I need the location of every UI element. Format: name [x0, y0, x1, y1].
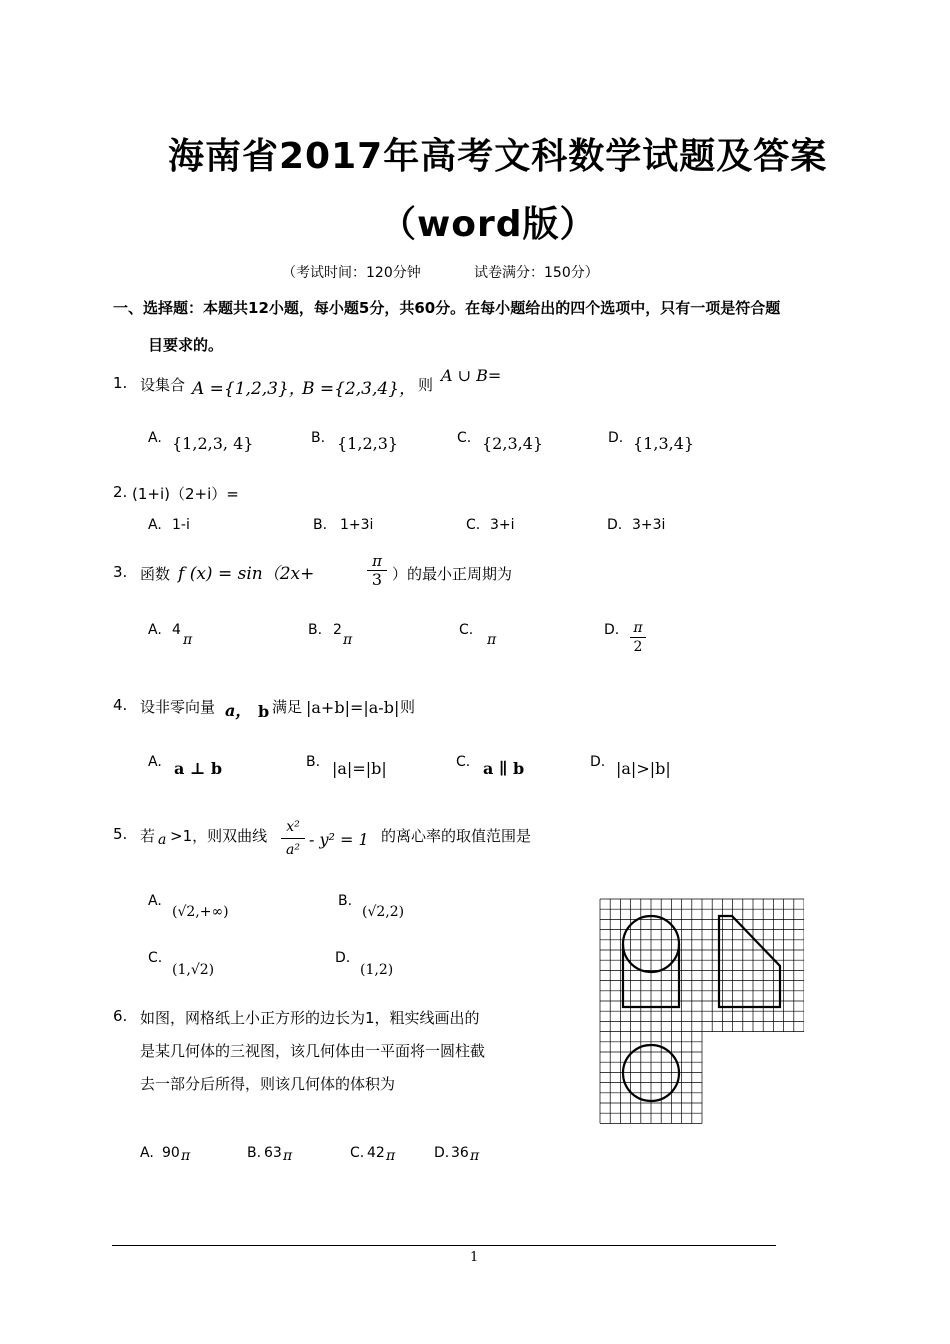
q6-option-d-label[interactable]: D.: [434, 1145, 450, 1161]
question-3-number: 3.: [113, 563, 128, 581]
q2-option-b-label[interactable]: B.: [313, 517, 328, 533]
question-3-stem-pre: 函数: [140, 565, 171, 583]
question-4-number: 4.: [113, 696, 128, 714]
question-1-stem: 设集合: [140, 376, 186, 394]
q2-option-a-label[interactable]: A.: [148, 517, 162, 533]
q1-option-a-value: {1,2,3, 4}: [172, 434, 254, 453]
three-view-figure: [598, 897, 804, 1129]
question-3-stem-post: ）的最小正周期为: [392, 565, 513, 583]
footer-rule: [112, 1245, 776, 1246]
q2-option-a-value: 1-i: [172, 517, 190, 533]
question-5-frac-den: a²: [286, 842, 300, 858]
question-6-line-1: 如图，网格纸上小正方形的边长为1，粗实线画出的: [140, 1009, 480, 1027]
grid-lines: [600, 899, 804, 1123]
q5-option-c-value: (1,√2): [172, 962, 215, 978]
question-3-fx: f (x) = sin（2x+: [178, 564, 315, 584]
exam-time: （考试时间：120分钟: [282, 265, 421, 281]
q5-option-d-label[interactable]: D.: [335, 950, 351, 966]
page-number: 1: [470, 1250, 479, 1265]
q4-option-d-label[interactable]: D.: [590, 754, 606, 770]
exam-score: 试卷满分：150分）: [474, 265, 599, 281]
q4-option-a-value: a ⊥ b: [174, 759, 223, 778]
q4-option-c-value: a ∥ b: [483, 759, 525, 778]
question-4-stem-mid: 满足: [272, 698, 303, 716]
question-5-stem-pre: 若: [140, 827, 156, 845]
q6-option-b-pi: π: [283, 1148, 293, 1164]
q2-option-d-label[interactable]: D.: [607, 517, 623, 533]
q5-option-c-label[interactable]: C.: [148, 950, 163, 966]
question-2-stem: (1+i)（2+i）=: [132, 485, 239, 503]
section-heading-cont: 目要求的。: [148, 336, 224, 354]
question-3-frac-num: π: [367, 552, 387, 571]
question-4-vector-a: a，: [225, 701, 252, 720]
q1-option-a-label[interactable]: A.: [148, 430, 162, 446]
q6-option-b-value: 63: [264, 1145, 282, 1161]
question-6-line-3: 去一部分后所得，则该几何体的体积为: [140, 1075, 396, 1093]
q1-option-d-label[interactable]: D.: [608, 430, 624, 446]
q5-option-b-label[interactable]: B.: [338, 893, 353, 909]
page-subtitle: （word版）: [380, 204, 597, 245]
question-1-then: 则: [418, 376, 434, 394]
question-5-stem-post: 的离心率的取值范围是: [381, 827, 532, 845]
question-4-vector-b: b: [258, 702, 270, 721]
q4-option-a-label[interactable]: A.: [148, 754, 162, 770]
q6-option-b-label[interactable]: B.: [247, 1145, 262, 1161]
q6-option-a-pi: π: [181, 1148, 191, 1164]
question-6-line-2: 是某几何体的三视图，该几何体由一平面将一圆柱截: [140, 1042, 486, 1060]
q6-option-a-label[interactable]: A.: [140, 1145, 154, 1161]
q6-option-c-pi: π: [386, 1148, 396, 1164]
section-heading: 一、选择题：本题共12小题，每小题5分，共60分。在每小题给出的四个选项中，只有一项是符合题: [113, 299, 781, 317]
q2-option-d-value: 3+3i: [632, 517, 666, 533]
q3-option-b-pi: π: [343, 632, 353, 648]
q3-option-d-den: 2: [633, 639, 643, 655]
q4-option-c-label[interactable]: C.: [456, 754, 471, 770]
question-2-number: 2.: [113, 483, 128, 501]
question-4-condition: |a+b|=|a-b|: [306, 698, 400, 717]
question-6-number: 6.: [113, 1007, 128, 1025]
q6-option-d-pi: π: [470, 1148, 480, 1164]
q6-option-c-label[interactable]: C.: [350, 1145, 365, 1161]
q5-option-a-label[interactable]: A.: [148, 893, 162, 909]
q4-option-b-value: |a|=|b|: [332, 759, 387, 778]
q6-option-d-value: 36: [451, 1145, 469, 1161]
q6-option-c-value: 42: [367, 1145, 385, 1161]
q3-option-d-label[interactable]: D.: [604, 622, 620, 638]
question-5-frac-num: x²: [281, 816, 305, 839]
question-1-union: A ∪ B=: [441, 366, 502, 385]
q2-option-b-value: 1+3i: [340, 517, 374, 533]
q3-option-d-num: π: [630, 620, 646, 638]
question-5-a: a: [158, 832, 167, 848]
question-3-fraction: [367, 552, 387, 589]
question-5-equation-rest: - y² = 1: [309, 830, 369, 849]
question-4-stem-post: 则: [400, 698, 416, 716]
question-5-fraction: [281, 816, 305, 861]
q6-option-a-value: 90: [162, 1145, 180, 1161]
page-title: 海南省2017年高考文科数学试题及答案: [168, 136, 828, 177]
q3-option-a-value: 4: [172, 622, 181, 638]
q1-option-d-value: {1,3,4}: [633, 434, 695, 453]
question-4-stem-pre: 设非零向量: [140, 698, 216, 716]
question-1-set-b: B ={2,3,4}，: [302, 379, 417, 399]
q5-option-a-value: (√2,+∞): [172, 904, 229, 920]
q3-option-d-fraction: [630, 620, 646, 657]
q3-option-c-label[interactable]: C.: [459, 622, 474, 638]
q2-option-c-label[interactable]: C.: [466, 517, 481, 533]
q3-option-b-label[interactable]: B.: [308, 622, 323, 638]
q3-option-a-label[interactable]: A.: [148, 622, 162, 638]
q4-option-d-value: |a|>|b|: [616, 759, 671, 778]
q5-option-d-value: (1,2): [360, 962, 394, 978]
q4-option-b-label[interactable]: B.: [306, 754, 321, 770]
question-1-set-a: A ={1,2,3}，: [192, 379, 306, 399]
question-3-function: [178, 559, 314, 584]
q2-option-c-value: 3+i: [490, 517, 515, 533]
q1-option-c-label[interactable]: C.: [457, 430, 472, 446]
q3-option-a-pi: π: [183, 632, 193, 648]
q1-option-b-label[interactable]: B.: [311, 430, 326, 446]
question-5-number: 5.: [113, 825, 128, 843]
q5-option-b-value: (√2,2): [362, 904, 405, 920]
question-5-stem-mid: >1，则双曲线: [170, 827, 268, 845]
q1-option-b-value: {1,2,3}: [337, 434, 399, 453]
q3-option-b-value: 2: [333, 622, 342, 638]
q1-option-c-value: {2,3,4}: [482, 434, 544, 453]
q3-option-c-pi: π: [487, 632, 497, 648]
question-1-number: 1.: [113, 374, 128, 392]
question-3-frac-den: 3: [371, 570, 383, 589]
